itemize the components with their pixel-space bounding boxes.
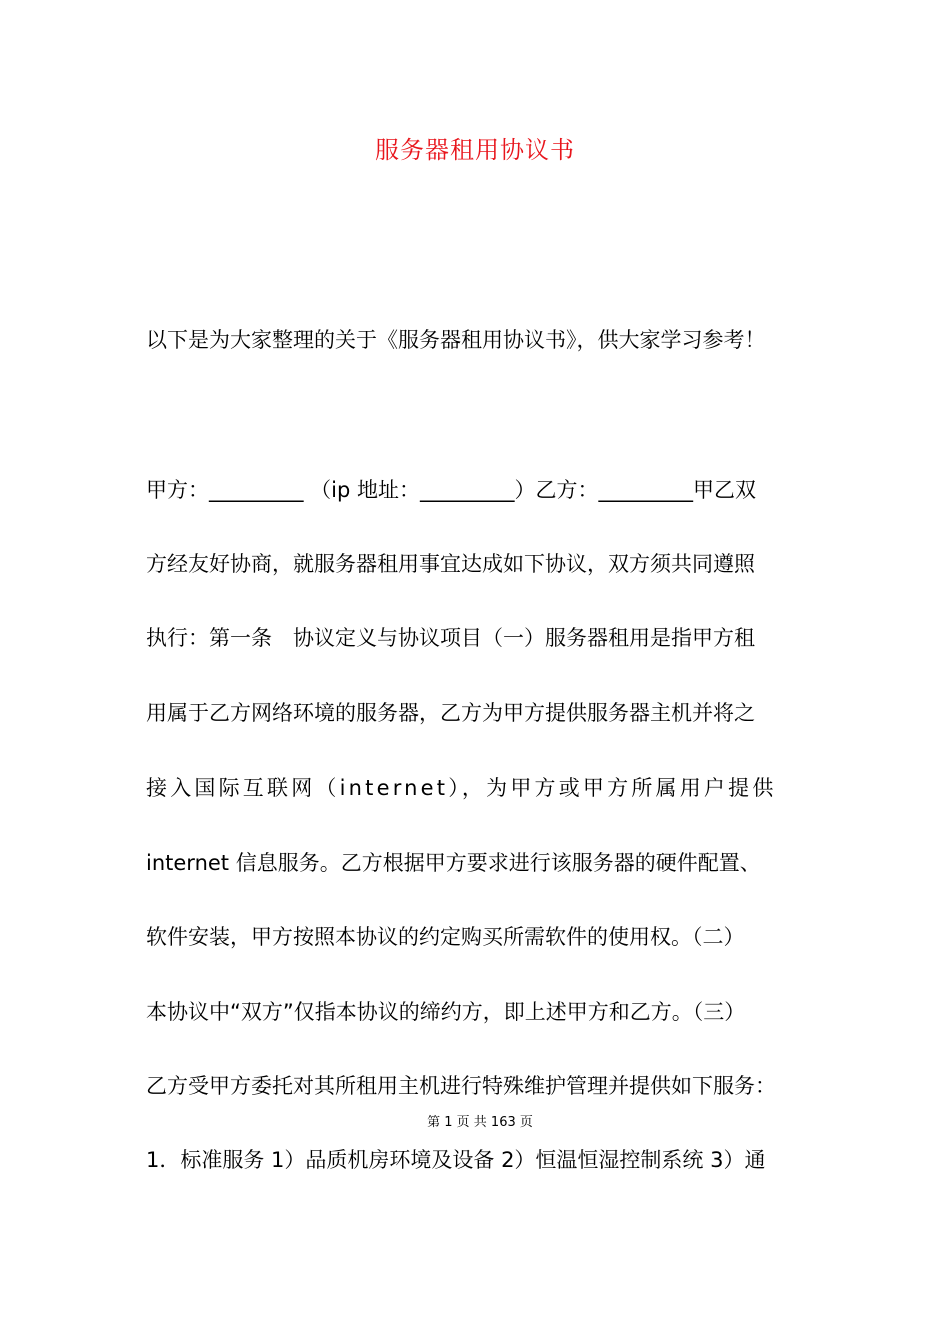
- body-line: 乙方受甲方委托对其所租用主机进行特殊维护管理并提供如下服务：: [146, 1074, 776, 1098]
- body-line: 软件安装，甲方按照本协议的约定购买所需软件的使用权。（二）: [146, 925, 745, 949]
- body-line: 甲方：_________ （ip 地址：_________）乙方：_________甲乙双: [146, 478, 757, 502]
- intro-paragraph: 以下是为大家整理的关于《服务器租用协议书》，供大家学习参考！: [146, 328, 766, 352]
- body-line: 本协议中“双方”仅指本协议的缔约方，即上述甲方和乙方。（三）: [146, 1000, 746, 1024]
- body-line: 接入国际互联网（internet），为甲方或甲方所属用户提供: [146, 776, 777, 800]
- body-line: 方经友好协商，就服务器租用事宜达成如下协议，双方须共同遵照: [146, 552, 755, 576]
- page-footer: 第 1 页 共 163 页: [427, 1115, 533, 1130]
- body-line: 用属于乙方网络环境的服务器，乙方为甲方提供服务器主机并将之: [146, 701, 755, 725]
- body-line: 执行：第一条 协议定义与协议项目（一）服务器租用是指甲方租: [146, 626, 755, 650]
- body-line: 1．标准服务 1）品质机房环境及设备 2）恒温恒湿控制系统 3）通: [146, 1148, 766, 1172]
- body-line: internet 信息服务。乙方根据甲方要求进行该服务器的硬件配置、: [146, 851, 761, 875]
- document-title: 服务器租用协议书: [375, 136, 575, 164]
